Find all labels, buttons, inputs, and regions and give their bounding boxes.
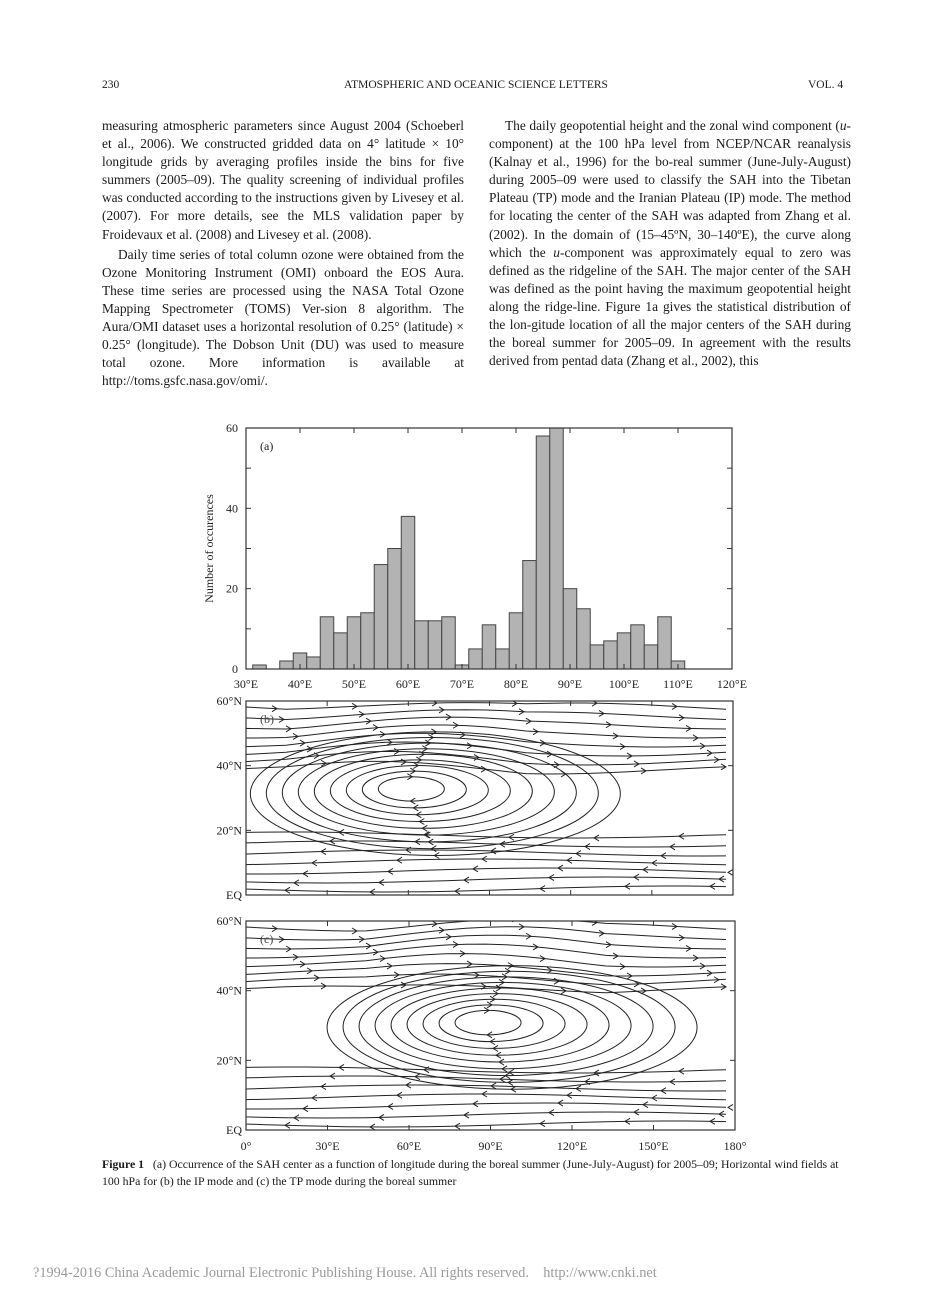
- streamline: [346, 766, 488, 815]
- svg-text:90°E: 90°E: [557, 677, 583, 691]
- streamline: [250, 732, 620, 856]
- histogram-bar: [509, 613, 523, 669]
- histogram-bar: [617, 633, 631, 669]
- svg-text:(b): (b): [260, 712, 274, 726]
- footer-url[interactable]: http://www.cnki.net: [543, 1265, 657, 1281]
- svg-text:180°: 180°: [723, 1139, 747, 1150]
- svg-text:20: 20: [226, 581, 238, 596]
- histogram-bar: [536, 436, 550, 669]
- histogram-bar: [604, 641, 618, 669]
- svg-text:70°E: 70°E: [449, 677, 475, 691]
- histogram-bar: [347, 617, 361, 669]
- svg-text:90°E: 90°E: [478, 1139, 503, 1150]
- figure-caption: [102, 1156, 857, 1190]
- page-number: 230: [102, 79, 120, 91]
- svg-text:120°E: 120°E: [556, 1139, 588, 1150]
- svg-text:30°E: 30°E: [315, 1139, 340, 1150]
- histogram-bar: [577, 609, 591, 669]
- italic-u: u: [553, 244, 560, 260]
- svg-text:20°N: 20°N: [216, 1053, 242, 1068]
- histogram-bar: [415, 621, 429, 669]
- svg-text:40°N: 40°N: [216, 758, 242, 773]
- histogram-bar: [401, 516, 415, 669]
- streamline: [375, 982, 631, 1068]
- volume-label: VOL. 4: [808, 79, 844, 91]
- histogram-bar: [658, 617, 672, 669]
- svg-text:120°E: 120°E: [716, 677, 748, 691]
- paragraph: [489, 117, 851, 370]
- left-column: [102, 117, 464, 390]
- histogram-bar: [631, 625, 645, 669]
- histogram-bar: [428, 621, 442, 669]
- svg-text:80°E: 80°E: [503, 677, 529, 691]
- histogram-bar: [374, 565, 388, 669]
- paragraph: measuring atmospheric parameters since August 2004 (Schoeberl et al., 2006). We constructed gridded data on 4° latitude × 10° longitude grids by averaging profiles inside the bins for five summers (2005–09). The quality screening of individual profiles was conducted according to the instructions given by Livesey et al. (2007). For more details, see the MLS validation paper by Froidevaux et al. (2008) and Livesey et al. (2008).: [102, 118, 464, 242]
- svg-text:(a): (a): [260, 439, 274, 453]
- text-span: -component was approximately equal to zero was defined as the ridgeline of the SAH. The major center of the SAH was defined as the point having the maximum geopotential height along the ridge-line. Figure 1a gives the statistical distribution of the lon-gitude location of all the major centers of the SAH during the boreal summer for 2005–09. In agreement with the results derived from pentad data (Zhang et al., 2002), this: [489, 244, 852, 369]
- histogram-bar: [442, 617, 456, 669]
- histogram-bar: [482, 625, 496, 669]
- histogram-bar: [334, 633, 348, 669]
- svg-text:EQ: EQ: [226, 888, 242, 902]
- streamline: [423, 999, 565, 1048]
- svg-text:0°: 0°: [240, 1139, 252, 1150]
- histogram-bar: [388, 549, 402, 670]
- svg-text:110°E: 110°E: [663, 677, 693, 691]
- histogram-bar: [361, 613, 375, 669]
- svg-text:100°E: 100°E: [608, 677, 640, 691]
- svg-text:60°E: 60°E: [396, 1139, 422, 1150]
- histogram-bar: [523, 561, 537, 669]
- histogram-panel-a: [202, 421, 747, 691]
- histogram-bar: [496, 649, 510, 669]
- histogram-bar: [253, 665, 267, 669]
- copyright-footer: [33, 1265, 657, 1282]
- histogram-bar: [320, 617, 334, 669]
- streamline-panel-c: [217, 914, 747, 1150]
- svg-text:Number of occurences: Number of occurences: [202, 494, 216, 603]
- svg-text:40°N: 40°N: [216, 983, 242, 998]
- text-span: -component) at the 100 hPa level from NCEP/NCAR reanalysis (Kalnay et al., 1996) for the bo-real summer (June-July-August) during 2005–09 were used to classify the SAH into the Tibetan Plateau (TP) mode and the Iranian Plateau (IP) mode. The method for locating the center of the SAH was adapted from Zhang et al. (2002). In the domain of (15–45ºN, 30–140ºE), the curve along which the: [489, 118, 851, 260]
- streamline-panel-b: [217, 694, 733, 902]
- streamline: [455, 1010, 521, 1034]
- svg-text:0: 0: [232, 662, 238, 676]
- italic-u: u: [839, 118, 847, 133]
- svg-text:50°E: 50°E: [341, 677, 367, 691]
- histogram-bar: [563, 589, 577, 669]
- svg-text:40: 40: [226, 501, 238, 516]
- histogram-bar: [644, 645, 658, 669]
- svg-text:20°N: 20°N: [216, 823, 242, 838]
- histogram-bar: [590, 645, 604, 669]
- right-column: [489, 117, 851, 370]
- caption-text: (a) Occurrence of the SAH center as a function of longitude during the boreal summer (June-July-August) for 2005–09; Horizontal wind fields at 100 hPa for (b) the IP mode and (c) the TP mode during the boreal summer: [102, 1157, 839, 1188]
- histogram-bar: [307, 657, 321, 669]
- copyright-text: ?1994-2016 China Academic Journal Electronic Publishing House. All rights reserved.: [33, 1265, 529, 1281]
- svg-text:150°E: 150°E: [638, 1139, 669, 1150]
- svg-text:60: 60: [226, 421, 238, 435]
- svg-text:40°E: 40°E: [287, 677, 313, 691]
- svg-text:60°E: 60°E: [395, 677, 421, 691]
- histogram-bar: [550, 428, 564, 669]
- svg-text:60°N: 60°N: [216, 914, 242, 928]
- histogram-bar: [469, 649, 483, 669]
- caption-label: Figure 1: [102, 1157, 145, 1171]
- streamline: [378, 777, 444, 801]
- svg-text:(c): (c): [260, 932, 274, 946]
- histogram-bar: [280, 661, 294, 669]
- text-span: The daily geopotential height and the zonal wind component (: [505, 118, 840, 133]
- figure-graphic: [195, 420, 755, 1150]
- running-head: ATMOSPHERIC AND OCEANIC SCIENCE LETTERS: [344, 79, 608, 91]
- svg-text:60°N: 60°N: [216, 694, 242, 708]
- paragraph: Daily time series of total column ozone were obtained from the Ozone Monitoring Instrument (OMI) onboard the EOS Aura. These time series are processed using the NASA Total Ozone Mapping Spectrometer (TOMS) Ver-sion 8 algorithm. The Aura/OMI dataset uses a horizontal resolution of 0.25° (latitude) × 0.25° (longitude). The Dobson Unit (DU) was used to measure total ozone. More information is available at http://toms.gsfc.nasa.gov/omi/.: [102, 246, 464, 389]
- figure-1: [195, 420, 755, 1150]
- svg-text:30°E: 30°E: [233, 677, 259, 691]
- svg-text:EQ: EQ: [226, 1123, 242, 1137]
